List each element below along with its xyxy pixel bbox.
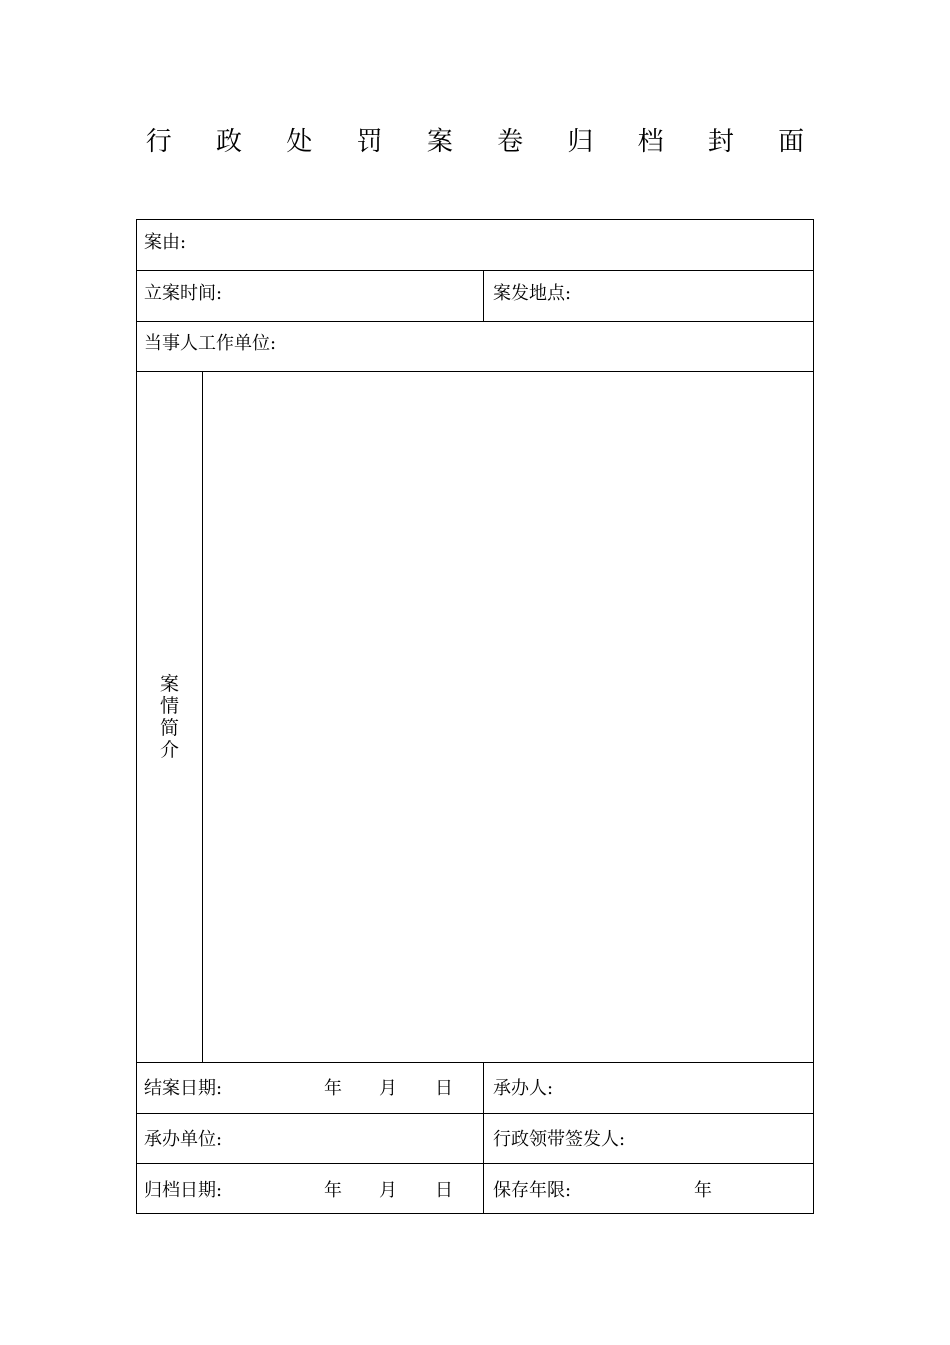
page-title: 行 政 处 罚 案 卷 归 档 封 面	[145, 127, 823, 157]
archive-date-year: 年	[324, 1180, 342, 1201]
column-divider	[483, 270, 484, 321]
column-divider	[483, 1062, 484, 1214]
row-divider	[137, 1062, 813, 1063]
archive-date-month: 月	[379, 1180, 397, 1201]
closing-date-year: 年	[324, 1078, 342, 1099]
archive-date-day: 日	[435, 1180, 453, 1201]
case-summary-label-cell	[137, 371, 202, 1062]
row-divider	[137, 321, 813, 322]
retention-period-unit: 年	[694, 1180, 712, 1201]
retention-period-label: 保存年限:	[493, 1180, 572, 1201]
row-divider	[137, 1113, 813, 1114]
archive-date-label: 归档日期:	[144, 1180, 223, 1201]
row-divider	[137, 1163, 813, 1164]
handling-unit-label: 承办单位:	[144, 1129, 223, 1150]
case-summary-area[interactable]	[203, 372, 813, 1061]
closing-date-month: 月	[379, 1078, 397, 1099]
case-summary-label: 案情简介	[159, 672, 179, 761]
party-work-unit-label: 当事人工作单位:	[144, 333, 277, 354]
closing-date-label: 结案日期:	[144, 1078, 223, 1099]
closing-date-day: 日	[435, 1078, 453, 1099]
case-reason-label: 案由:	[144, 232, 187, 253]
incident-location-label: 案发地点:	[493, 283, 572, 304]
leader-signer-label: 行政领带签发人:	[493, 1129, 626, 1150]
archive-cover-form	[136, 219, 814, 1214]
handler-label: 承办人:	[493, 1078, 554, 1099]
filing-time-label: 立案时间:	[144, 283, 223, 304]
row-divider	[137, 270, 813, 271]
